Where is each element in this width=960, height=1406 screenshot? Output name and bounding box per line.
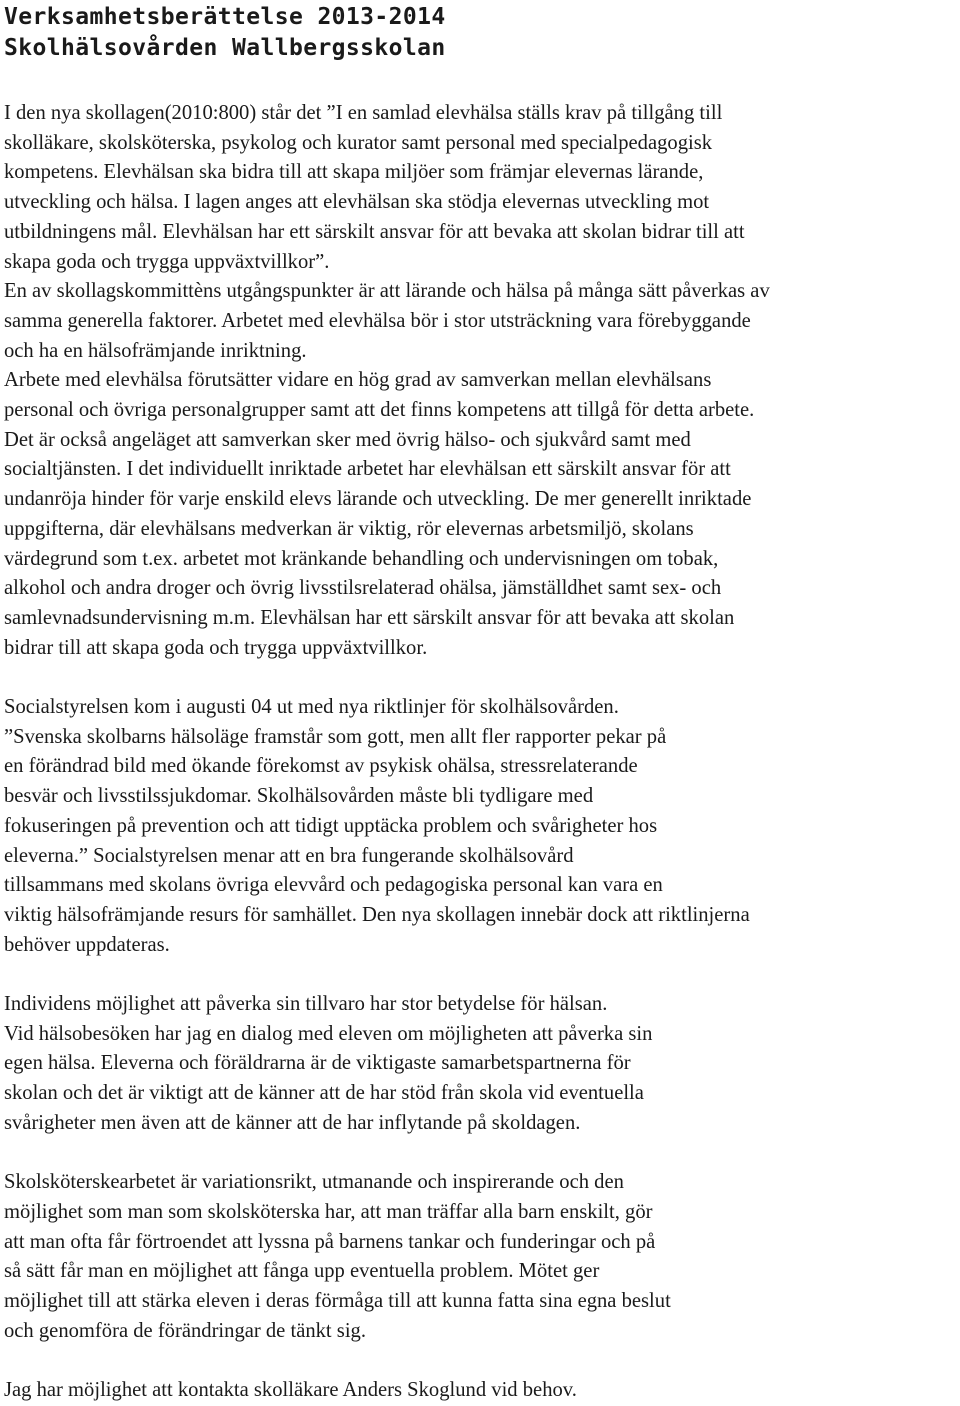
title-line-1: Verksamhetsberättelse 2013-2014 [4,4,446,30]
document-page [4,0,954,1406]
text-line: tillsammans med skolans övriga elevvård och pedagogiska personal kan vara en [4,874,663,897]
text-line: Socialstyrelsen kom i augusti 04 ut med nya riktlinjer för skolhälsovården. [4,696,619,719]
paragraph-spacer [4,960,954,990]
text-line: samma generella faktorer. Arbetet med elevhälsa bör i stor utsträckning vara förebyggande [4,309,751,332]
text-line: personal och övriga personalgrupper samt att det finns kompetens att tillgå för detta arbete. [4,399,755,422]
text-line: att man ofta får förtroendet att lyssna på barnens tankar och funderingar och på [4,1230,656,1253]
text-line: viktig hälsofrämjande resurs för samhället. Den nya skollagen innebär dock att riktlinjerna [4,903,750,926]
text-line: besvär och livsstilssjukdomar. Skolhälsovården måste bli tydligare med [4,785,594,808]
text-line: så sätt får man en möjlighet att fånga upp eventuella problem. Mötet ger [4,1260,600,1283]
text-line: Skolsköterskearbetet är variationsrikt, utmanande och inspirerande och den [4,1171,624,1194]
text-line: Individens möjlighet att påverka sin tillvaro har stor betydelse för hälsan. [4,993,608,1016]
paragraph-1 [4,99,954,663]
text-line: undanröja hinder för varje enskild elevs lärande och utveckling. De mer generellt inriktade [4,488,752,511]
text-line: skolan och det är viktigt att de känner att de har stöd från skola vid eventuella [4,1082,644,1105]
document-body [4,99,954,1406]
text-line: möjlighet som man som skolsköterska har, att man träffar alla barn enskilt, gör [4,1200,653,1223]
paragraph-spacer [4,1346,954,1376]
text-line: bidrar till att skapa goda och trygga uppväxtvillkor. [4,636,428,659]
text-line: skapa goda och trygga uppväxtvillkor”. [4,250,330,273]
text-line: ”Svenska skolbarns hälsoläge framstår som gott, men allt fler rapporter pekar på [4,725,667,748]
text-line: utveckling och hälsa. I lagen anges att elevhälsan ska stödja elevernas utveckling mot [4,191,710,214]
text-line: en förändrad bild med ökande förekomst av psykisk ohälsa, stressrelaterande [4,755,638,778]
text-line: eleverna.” Socialstyrelsen menar att en bra fungerande skolhälsovård [4,844,574,867]
paragraph-4 [4,1168,954,1346]
text-line: fokuseringen på prevention och att tidigt upptäcka problem och svårigheter hos [4,814,658,837]
paragraph-5 [4,1376,954,1406]
text-line: uppgifterna, där elevhälsans medverkan är viktig, rör elevernas arbetsmiljö, skolans [4,517,694,540]
text-line: behöver uppdateras. [4,933,170,956]
text-line: socialtjänsten. I det individuellt inriktade arbetet har elevhälsan ett särskilt ansvar för att [4,458,731,481]
text-line: skolläkare, skolsköterska, psykolog och kurator samt personal med specialpedagogisk [4,131,713,154]
text-line: utbildningens mål. Elevhälsan har ett särskilt ansvar för att bevaka att skolan bidrar till att [4,220,745,243]
text-line: samlevnadsundervisning m.m. Elevhälsan har ett särskilt ansvar för att bevaka att skolan [4,606,735,629]
text-line: En av skollagskommittèns utgångspunkter är att lärande och hälsa på många sätt påverkas av [4,280,770,303]
document-title [4,0,954,64]
text-line: och genomföra de förändringar de tänkt sig. [4,1319,366,1342]
text-line: Jag har möjlighet att kontakta skolläkare Anders Skoglund vid behov. [4,1379,577,1402]
text-line: Det är också angeläget att samverkan sker med övrig hälso- och sjukvård samt med [4,428,691,451]
paragraph-spacer [4,1139,954,1169]
text-line: I den nya skollagen(2010:800) står det ”I en samlad elevhälsa ställs krav på tillgång till [4,102,723,124]
text-line: egen hälsa. Eleverna och föräldrarna är de viktigaste samarbetspartnerna för [4,1052,631,1075]
text-line: Arbete med elevhälsa förutsätter vidare en hög grad av samverkan mellan elevhälsans [4,369,712,392]
text-line: Vid hälsobesöken har jag en dialog med eleven om möjligheten att påverka sin [4,1022,653,1045]
text-line: alkohol och andra droger och övrig livsstilsrelaterad ohälsa, jämställdhet samt sex- och [4,577,722,600]
text-line: värdegrund som t.ex. arbetet mot kränkande behandling och undervisningen om tobak, [4,547,719,570]
text-line: kompetens. Elevhälsan ska bidra till att skapa miljöer som främjar elevernas lärande, [4,161,704,184]
text-line: möjlighet till att stärka eleven i deras förmåga till att kunna fatta sina egna beslut [4,1290,671,1313]
title-line-2: Skolhälsovården Wallbergsskolan [4,35,446,61]
paragraph-spacer [4,663,954,693]
text-line: svårigheter men även att de känner att de har inflytande på skoldagen. [4,1111,581,1134]
paragraph-3 [4,990,954,1139]
text-line: och ha en hälsofrämjande inriktning. [4,339,307,362]
paragraph-2 [4,693,954,960]
